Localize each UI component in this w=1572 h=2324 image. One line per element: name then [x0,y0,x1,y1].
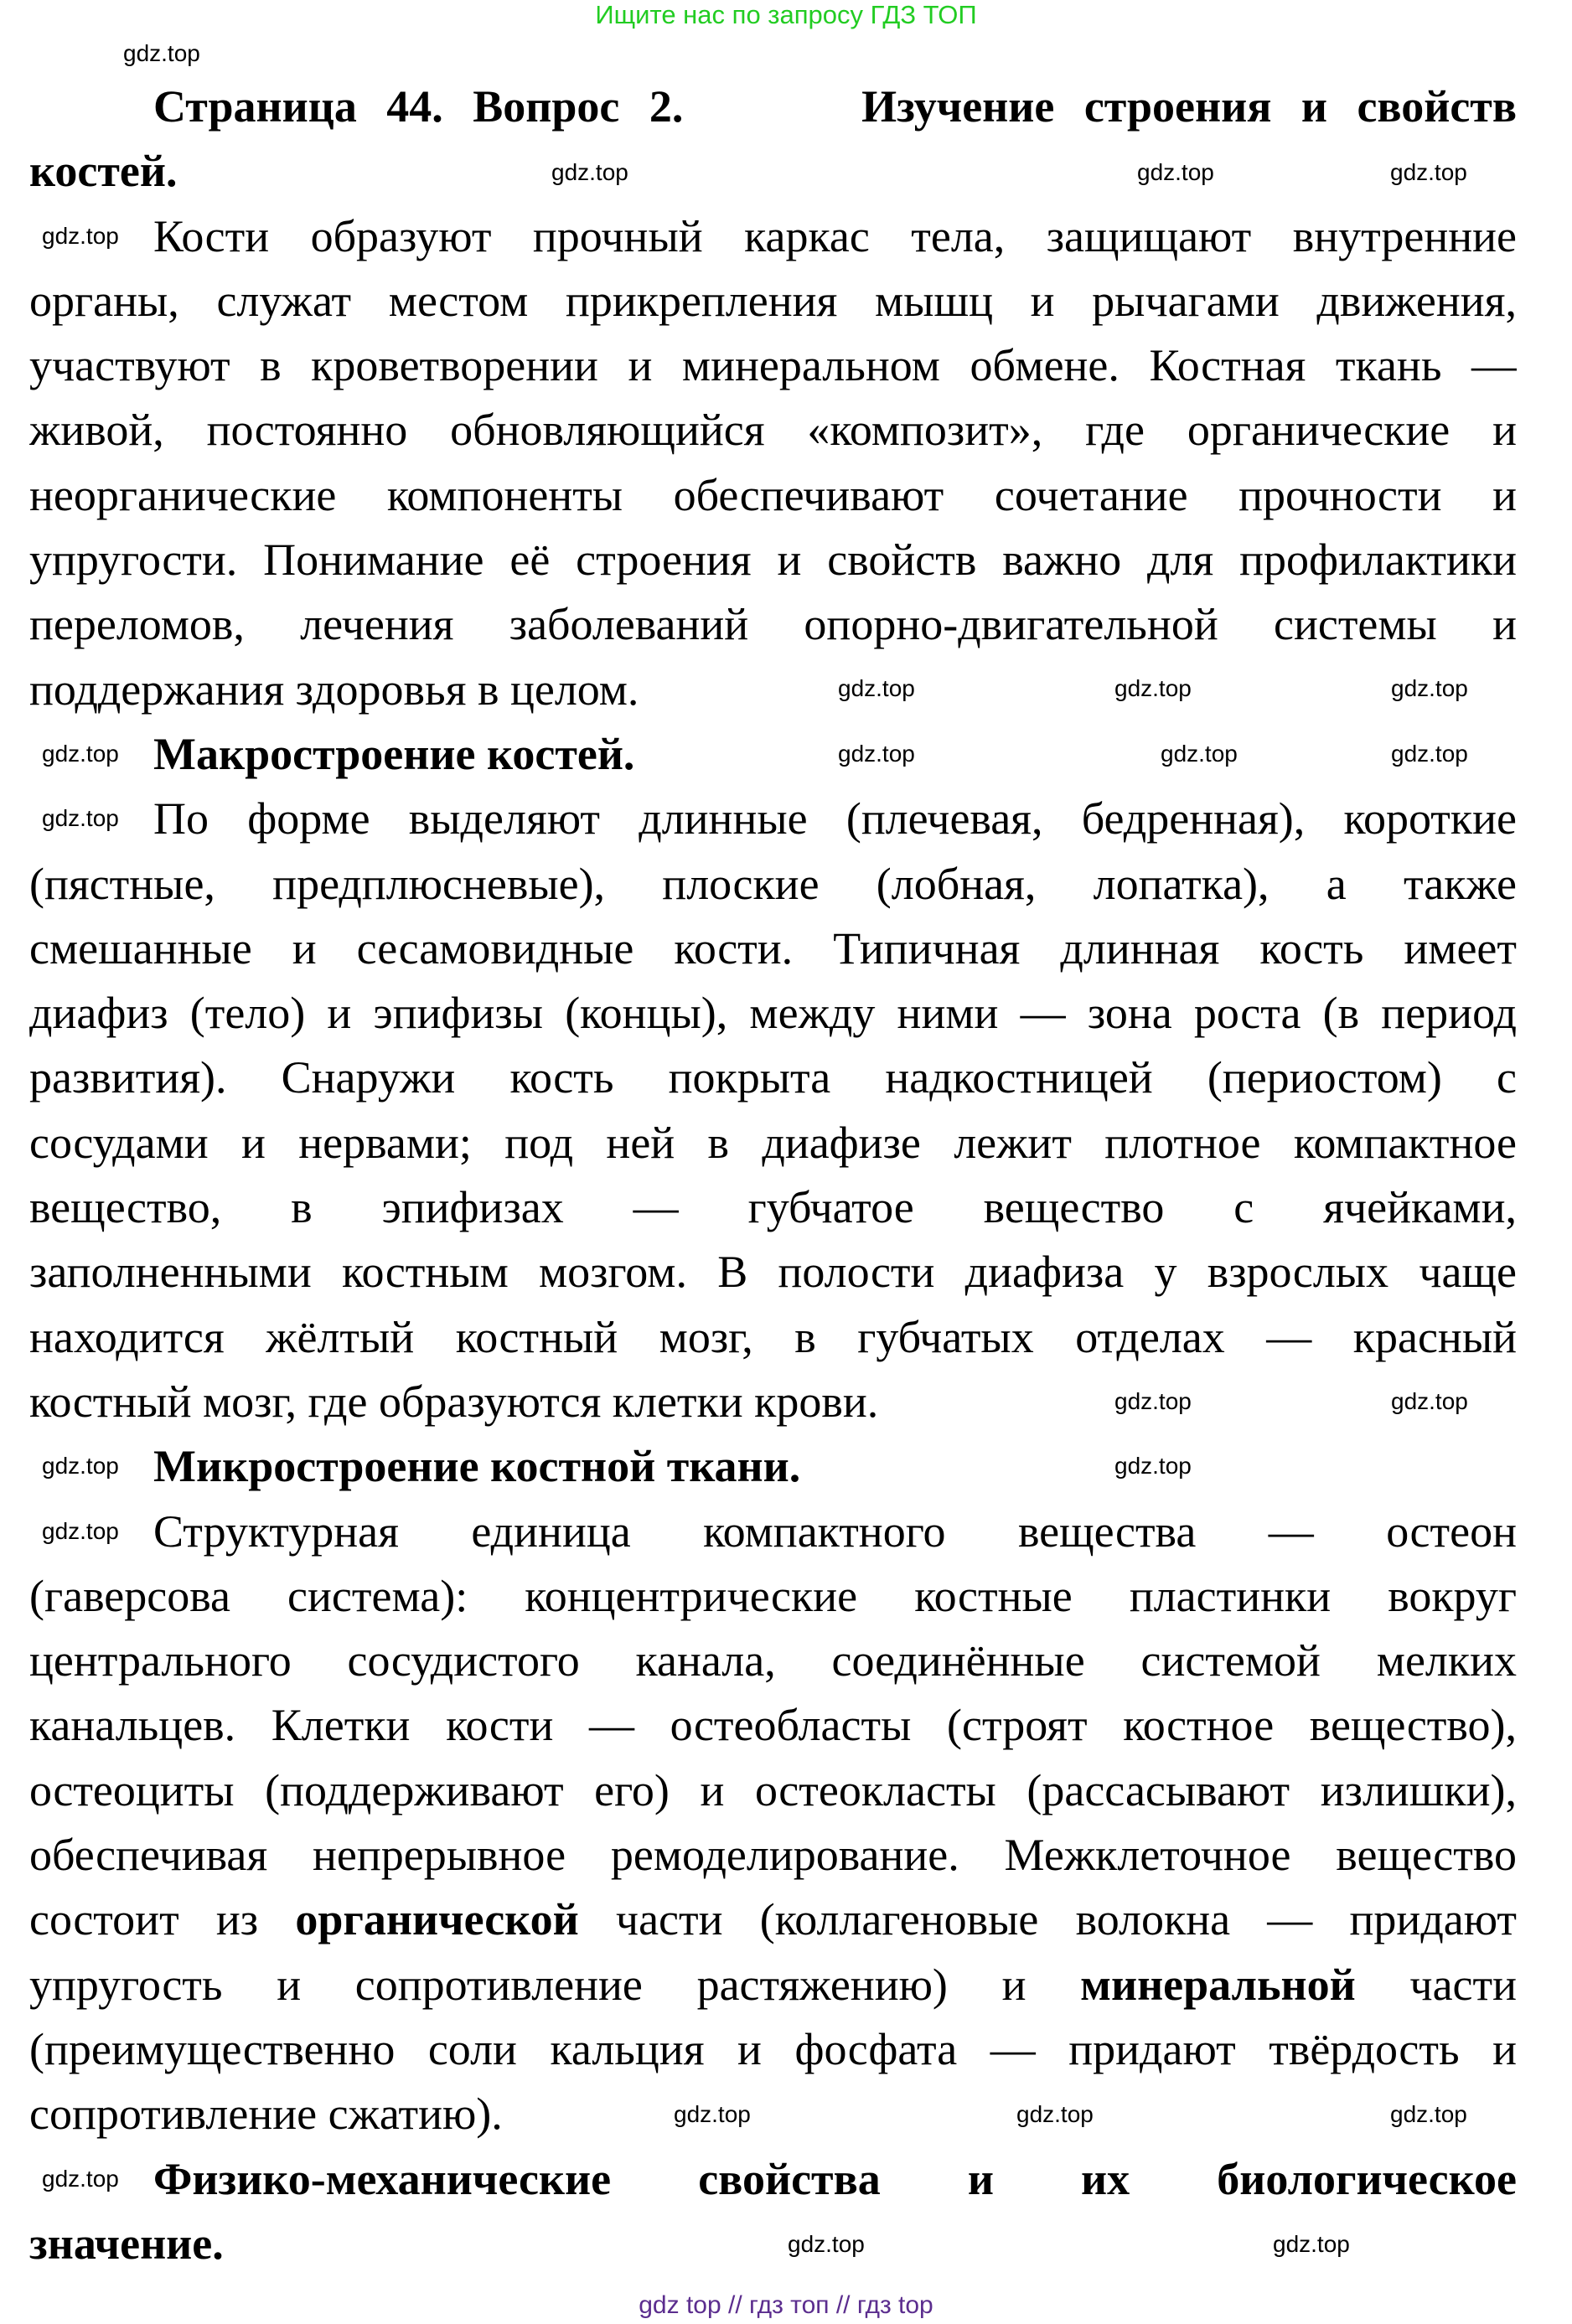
watermark: gdz.top [123,40,200,66]
watermark: gdz.top [1114,1453,1192,1479]
paragraph-line: костный мозг, где образуются клетки крови. [29,1376,879,1427]
bold-term: минеральной [1080,1959,1356,2010]
watermark: gdz.top [1390,2101,1467,2127]
paragraph-line: развития). Снаружи кость покрыта надкостницей (периостом) с [29,1052,1517,1103]
paragraph-line: участвуют в кроветворении и минеральном обмене. Костная ткань — [29,340,1517,391]
watermark: gdz.top [788,2231,865,2257]
paragraph-line: (преимущественно соли кальция и фосфата — придают твёрдость и [29,2023,1517,2074]
paragraph-line: По форме выделяют длинные (плечевая, бедренная), короткие [153,793,1517,844]
watermark: gdz.top [1161,741,1238,767]
paragraph-line: находится жёлтый костный мозг, в губчатых отделах — красный [29,1311,1517,1362]
footer-links[interactable]: gdz top // гдз топ // гдз top [639,2291,933,2319]
watermark: gdz.top [1114,675,1192,701]
paragraph-line: канальцев. Клетки кости — остеобласты (строят костное вещество), [29,1700,1517,1751]
watermark: gdz.top [1391,741,1468,767]
watermark: gdz.top [838,741,915,767]
section-heading-physics-cont: значение. [29,2218,224,2269]
paragraph-line: органы, служат местом прикрепления мышц и рычагами движения, [29,275,1517,326]
watermark: gdz.top [42,1453,119,1479]
text: части (коллагеновые волокна — придают [578,1894,1517,1945]
document-body [29,75,1517,2276]
paragraph-line: диафиз (тело) и эпифизы (концы), между ними — зона роста (в период [29,988,1517,1039]
watermark: gdz.top [42,223,119,249]
watermark: gdz.top [1273,2231,1350,2257]
watermark: gdz.top [838,675,915,701]
paragraph-line: сосудами и нервами; под ней в диафизе лежит плотное компактное [29,1117,1517,1168]
section-heading-macro: Макростроение костей. [153,728,635,779]
watermark: gdz.top [1390,159,1467,185]
paragraph-line: Структурная единица компактного вещества — остеон [153,1505,1517,1557]
section-heading-micro: Микростроение костной ткани. [153,1441,801,1492]
paragraph-line: центрального сосудистого канала, соединённые системой мелких [29,1635,1517,1686]
paragraph-line: упругости. Понимание её строения и свойств важно для профилактики [29,535,1517,586]
search-banner[interactable]: Ищите нас по запросу ГДЗ ТОП [595,0,977,29]
paragraph-line: (пястные, предплюсневые), плоские (лобная, лопатка), а также [29,858,1517,909]
watermark: gdz.top [1016,2101,1094,2127]
paragraph-line: обеспечивая непрерывное ремоделирование. Межклеточное вещество [29,1830,1517,1881]
watermark: gdz.top [42,2166,119,2192]
section-heading-physics: Физико-механические свойства и их биологическое [153,2153,1517,2204]
paragraph-line: переломов, лечения заболеваний опорно-двигательной системы и [29,599,1517,650]
watermark: gdz.top [42,741,119,767]
text: упругость и сопротивление растяжению) и [29,1959,1081,2010]
paragraph-line: сопротивление сжатию). [29,2089,503,2140]
text: части [1355,1959,1517,2010]
watermark: gdz.top [42,805,119,831]
paragraph-line: остеоциты (поддерживают его) и остеокласты (рассасывают излишки), [29,1764,1517,1815]
watermark: gdz.top [1137,159,1214,185]
paragraph-line: (гаверсова система): концентрические костные пластинки вокруг [29,1570,1517,1621]
page-title-cont: костей. [29,146,178,197]
watermark: gdz.top [1391,675,1468,701]
paragraph-line: Кости образуют прочный каркас тела, защищают внутренние [153,210,1517,261]
paragraph-line: вещество, в эпифизах — губчатое вещество с ячейками, [29,1182,1517,1233]
paragraph-line [29,1888,1517,1952]
watermark: gdz.top [1114,1388,1192,1414]
paragraph-line: смешанные и сесамовидные кости. Типичная длинная кость имеет [29,922,1517,973]
watermark: gdz.top [42,1518,119,1544]
page-title [153,75,1517,139]
watermark: gdz.top [1391,1388,1468,1414]
text: состоит из [29,1894,296,1945]
paragraph-line: заполненными костным мозгом. В полости диафиза у взрослых чаще [29,1247,1517,1298]
title-page-number: Страница 44. Вопрос 2. [153,81,684,132]
paragraph-line [29,1953,1517,2017]
watermark: gdz.top [551,159,628,185]
bold-term: органической [295,1894,579,1945]
title-topic: Изучение строения и свойств [861,81,1517,132]
paragraph-line: неорганические компоненты обеспечивают сочетание прочности и [29,469,1517,520]
watermark: gdz.top [674,2101,751,2127]
paragraph-line: живой, постоянно обновляющийся «композит», где органические и [29,405,1517,456]
paragraph-line: поддержания здоровья в целом. [29,664,639,715]
